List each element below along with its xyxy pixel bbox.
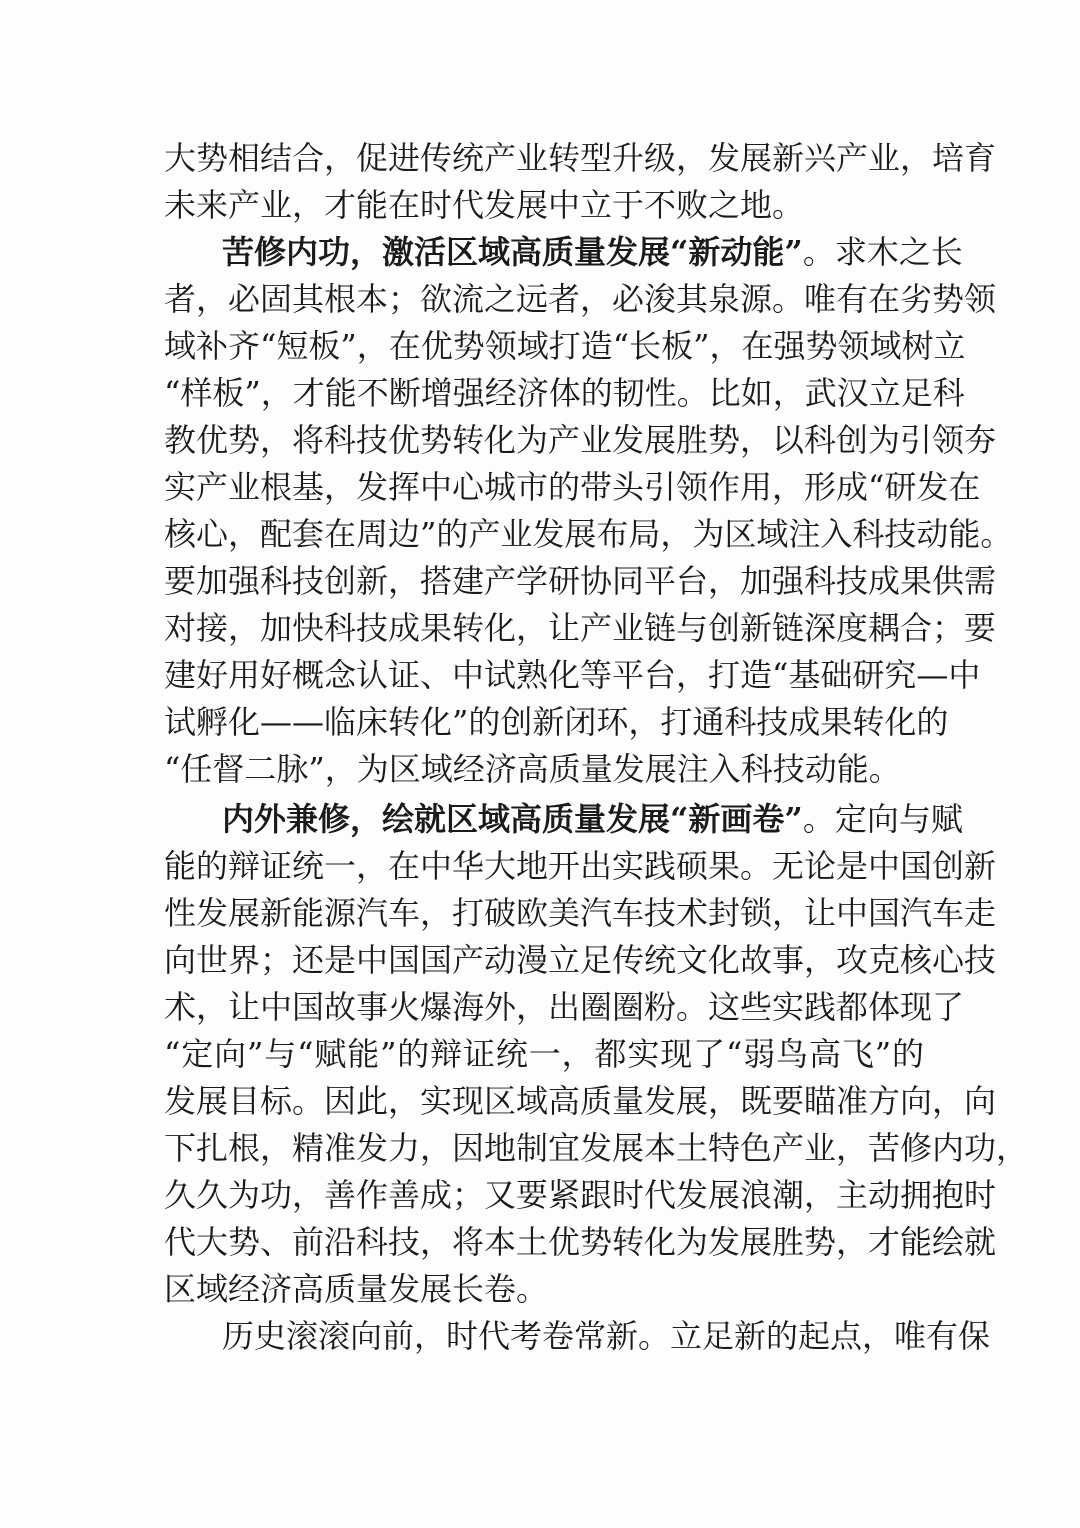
text-run: “任督二脉”，为区域经济高质量发展注入科技动能。 [164,750,901,788]
text-line [164,890,997,937]
text-line [164,511,1013,558]
text-run: 试孵化——临床转化”的创新闭环，打通科技成果转化的 [164,703,949,741]
text-run: 实产业根基，发挥中心城市的带头引领作用，形成“研发在 [164,468,981,506]
text-run: 核心，配套在周边”的产业发展布局，为区域注入科技动能。 [164,515,1013,553]
text-line [164,937,997,984]
text-run: 代大势、前沿科技，将本土优势转化为发展胜势，才能绘就 [164,1223,997,1261]
text-line [164,605,997,652]
text-run: 。定向与赋 [802,800,963,838]
section-heading: 内外兼修，绘就区域高质量发展“新画卷” [222,800,803,838]
text-line [164,1125,1029,1172]
text-run: 对接，加快科技成果转化，让产业链与创新链深度耦合；要 [164,609,997,647]
text-line [164,652,981,699]
text-run: 区域经济高质量发展长卷。 [164,1270,549,1308]
text-run: 未来产业，才能在时代发展中立于不败之地。 [164,186,805,224]
text-line [164,1266,548,1313]
text-line [164,417,997,464]
text-run: 者，必固其根本；欲流之远者，必浚其泉源。唯有在劣势领 [164,280,997,318]
text-run: 能的辩证统一，在中华大地开出实践硕果。无论是中国创新 [164,847,997,885]
text-line [164,1219,997,1266]
text-line [164,746,901,793]
text-run: 术，让中国故事火爆海外，出圈圈粉。这些实践都体现了 [164,988,965,1026]
text-line [164,323,966,370]
text-run: 要加强科技创新，搭建产学研协同平台，加强科技成果供需 [164,562,997,600]
section-heading-line [222,796,963,843]
text-line [164,370,965,417]
text-line [164,558,997,605]
text-run: 建好用好概念认证、中试熟化等平台，打造“基础研究—中 [164,656,981,694]
text-line [222,1313,991,1360]
text-line [164,182,804,229]
text-line [164,699,949,746]
text-run: 发展目标。因此，实现区域高质量发展，既要瞄准方向，向 [164,1082,997,1120]
section-heading: 苦修内功，激活区域高质量发展“新动能” [222,233,803,271]
text-line [164,1078,997,1125]
text-line [164,1172,997,1219]
text-line [164,984,965,1031]
text-run: “样板”，才能不断增强经济体的韧性。比如，武汉立足科 [164,374,965,412]
text-run: 域补齐“短板”，在优势领域打造“长板”，在强势领域树立 [164,327,966,365]
text-run: 性发展新能源汽车，打破欧美汽车技术封锁，让中国汽车走 [164,894,997,932]
text-line [164,1031,924,1078]
text-line [164,276,997,323]
text-run: 久久为功，善作善成；又要紧跟时代发展浪潮，主动拥抱时 [164,1176,997,1214]
text-run: 向世界；还是中国国产动漫立足传统文化故事，攻克核心技 [164,941,997,979]
text-run: 。求木之长 [802,233,963,271]
text-line [164,135,997,182]
text-run: 下扎根，精准发力，因地制宜发展本土特色产业，苦修内功， [164,1129,1029,1167]
text-run: 教优势，将科技优势转化为产业发展胜势，以科创为引领夯 [164,421,997,459]
text-line [164,464,981,511]
text-line [164,843,997,890]
section-heading-line [222,229,963,276]
text-run: 历史滚滚向前，时代考卷常新。立足新的起点，唯有保 [222,1317,991,1355]
text-run: “定向”与“赋能”的辩证统一，都实现了“弱鸟高飞”的 [164,1035,924,1073]
text-run: 大势相结合，促进传统产业转型升级，发展新兴产业，培育 [164,139,997,177]
